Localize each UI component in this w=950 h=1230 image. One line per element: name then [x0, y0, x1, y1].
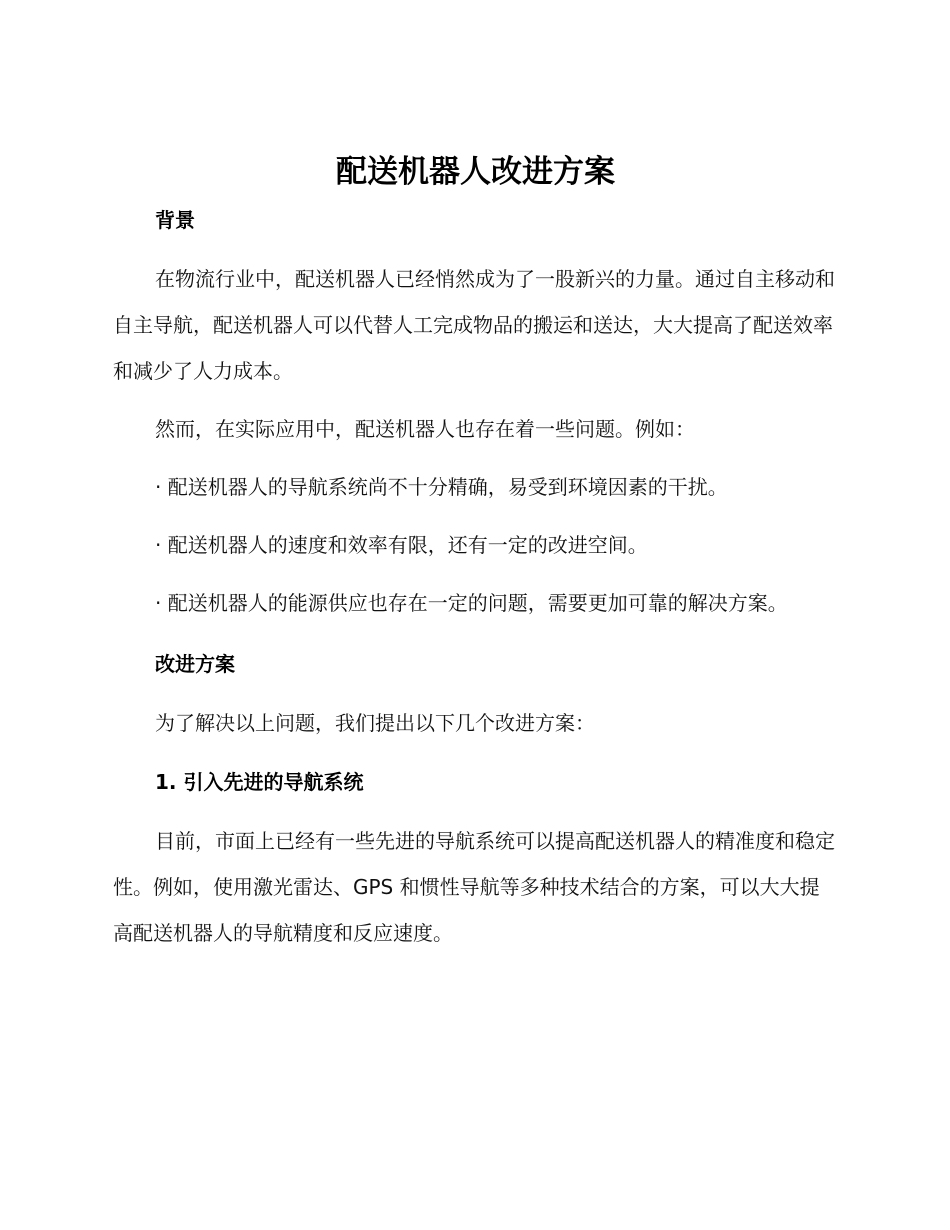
paragraph-plan-intro: 为了解决以上问题，我们提出以下几个改进方案： [155, 711, 595, 735]
bullet-item-energy-issue: · 配送机器人的能源供应也存在一定的问题，需要更加可靠的解决方案。 [155, 591, 788, 615]
document-title: 配送机器人改进方案 [336, 154, 615, 190]
section-heading-background: 背景 [155, 208, 195, 232]
bullet-item-speed-issue: · 配送机器人的速度和效率有限，还有一定的改进空间。 [155, 533, 648, 557]
paragraph-navigation-system: 目前，市面上已经有一些先进的导航系统可以提高配送机器人的精准度和稳定性。例如，使用激光雷达、GPS 和惯性导航等多种技术结合的方案，可以大大提高配送机器人的导航精度和反应速度。 [113, 829, 835, 945]
paragraph-intro: 在物流行业中，配送机器人已经悄然成为了一股新兴的力量。通过自主移动和自主导航，配送机器人可以代替人工完成物品的搬运和送达，大大提高了配送效率和减少了人力成本。 [113, 267, 835, 383]
subsection-heading-navigation-system: 1. 引入先进的导航系统 [155, 770, 364, 794]
paragraph-problems-intro: 然而，在实际应用中，配送机器人也存在着一些问题。例如： [155, 417, 695, 441]
bullet-item-navigation-issue: · 配送机器人的导航系统尚不十分精确，易受到环境因素的干扰。 [155, 475, 728, 499]
section-heading-improvement-plan: 改进方案 [155, 652, 235, 676]
